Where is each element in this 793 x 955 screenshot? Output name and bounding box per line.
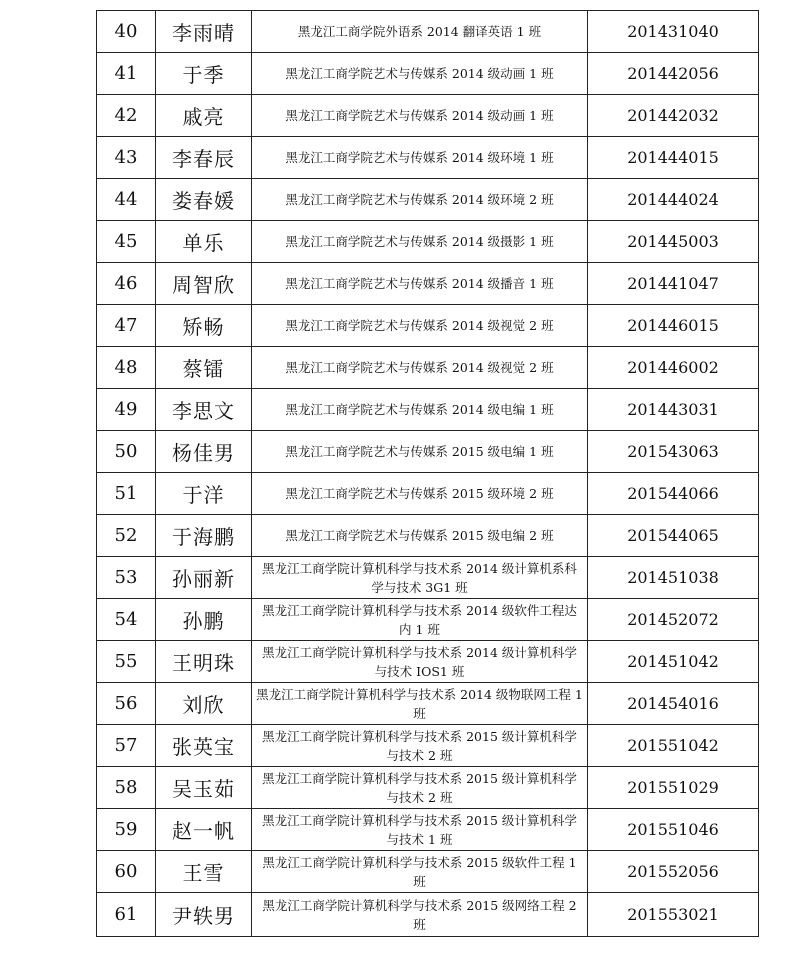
- row-number: 55: [97, 641, 156, 683]
- row-number: 48: [97, 347, 156, 389]
- student-name: 蔡镭: [156, 347, 252, 389]
- student-name: 杨佳男: [156, 431, 252, 473]
- student-class: 黑龙江工商学院艺术与传媒系 2014 级环境 1 班: [252, 137, 588, 179]
- row-number: 43: [97, 137, 156, 179]
- student-name: 王明珠: [156, 641, 252, 683]
- table-row: [97, 851, 759, 893]
- table-row: [97, 53, 759, 95]
- student-id: 201551046: [588, 809, 759, 851]
- table-row: [97, 473, 759, 515]
- student-name: 娄春媛: [156, 179, 252, 221]
- student-id: 201454016: [588, 683, 759, 725]
- student-name: 于洋: [156, 473, 252, 515]
- table-row: [97, 893, 759, 937]
- table-row: [97, 389, 759, 431]
- row-number: 45: [97, 221, 156, 263]
- student-table-page: [96, 10, 758, 937]
- student-class: 黑龙江工商学院计算机科学与技术系 2015 级计算机科学与技术 2 班: [252, 767, 588, 809]
- student-name: 孙鹏: [156, 599, 252, 641]
- table-row: [97, 95, 759, 137]
- table-row: [97, 683, 759, 725]
- student-id: 201544065: [588, 515, 759, 557]
- row-number: 59: [97, 809, 156, 851]
- student-class: 黑龙江工商学院外语系 2014 翻译英语 1 班: [252, 11, 588, 53]
- table-row: [97, 725, 759, 767]
- table-row: [97, 11, 759, 53]
- student-id: 201442056: [588, 53, 759, 95]
- student-name: 于海鹏: [156, 515, 252, 557]
- row-number: 53: [97, 557, 156, 599]
- row-number: 52: [97, 515, 156, 557]
- student-id: 201552056: [588, 851, 759, 893]
- row-number: 41: [97, 53, 156, 95]
- row-number: 42: [97, 95, 156, 137]
- table-row: [97, 599, 759, 641]
- row-number: 46: [97, 263, 156, 305]
- student-name: 尹轶男: [156, 893, 252, 937]
- student-id: 201431040: [588, 11, 759, 53]
- student-name: 戚亮: [156, 95, 252, 137]
- student-id: 201446002: [588, 347, 759, 389]
- student-table: [96, 10, 759, 937]
- table-row: [97, 263, 759, 305]
- student-class: 黑龙江工商学院计算机科学与技术系 2014 级物联网工程 1 班: [252, 683, 588, 725]
- student-class: 黑龙江工商学院艺术与传媒系 2014 级播音 1 班: [252, 263, 588, 305]
- student-class: 黑龙江工商学院计算机科学与技术系 2015 级网络工程 2 班: [252, 893, 588, 937]
- student-id: 201551029: [588, 767, 759, 809]
- student-class: 黑龙江工商学院计算机科学与技术系 2015 级计算机科学与技术 2 班: [252, 725, 588, 767]
- row-number: 60: [97, 851, 156, 893]
- student-name: 单乐: [156, 221, 252, 263]
- student-name: 刘欣: [156, 683, 252, 725]
- student-id: 201444024: [588, 179, 759, 221]
- row-number: 61: [97, 893, 156, 937]
- student-class: 黑龙江工商学院艺术与传媒系 2015 级电编 2 班: [252, 515, 588, 557]
- student-id: 201451038: [588, 557, 759, 599]
- row-number: 51: [97, 473, 156, 515]
- student-id: 201442032: [588, 95, 759, 137]
- student-name: 张英宝: [156, 725, 252, 767]
- table-row: [97, 809, 759, 851]
- student-name: 周智欣: [156, 263, 252, 305]
- row-number: 47: [97, 305, 156, 347]
- student-id: 201544066: [588, 473, 759, 515]
- student-id: 201443031: [588, 389, 759, 431]
- table-row: [97, 179, 759, 221]
- student-id: 201543063: [588, 431, 759, 473]
- student-name: 吴玉茹: [156, 767, 252, 809]
- student-class: 黑龙江工商学院计算机科学与技术系 2014 级软件工程达内 1 班: [252, 599, 588, 641]
- student-class: 黑龙江工商学院艺术与传媒系 2014 级摄影 1 班: [252, 221, 588, 263]
- student-class: 黑龙江工商学院艺术与传媒系 2014 级动画 1 班: [252, 95, 588, 137]
- table-row: [97, 431, 759, 473]
- table-row: [97, 557, 759, 599]
- table-row: [97, 137, 759, 179]
- table-row: [97, 221, 759, 263]
- row-number: 44: [97, 179, 156, 221]
- table-row: [97, 347, 759, 389]
- student-class: 黑龙江工商学院计算机科学与技术系 2014 级计算机系科学与技术 3G1 班: [252, 557, 588, 599]
- student-class: 黑龙江工商学院艺术与传媒系 2014 级电编 1 班: [252, 389, 588, 431]
- row-number: 58: [97, 767, 156, 809]
- student-class: 黑龙江工商学院艺术与传媒系 2015 级环境 2 班: [252, 473, 588, 515]
- student-class: 黑龙江工商学院计算机科学与技术系 2015 级软件工程 1 班: [252, 851, 588, 893]
- student-id: 201444015: [588, 137, 759, 179]
- row-number: 40: [97, 11, 156, 53]
- row-number: 49: [97, 389, 156, 431]
- student-id: 201445003: [588, 221, 759, 263]
- student-id: 201446015: [588, 305, 759, 347]
- row-number: 54: [97, 599, 156, 641]
- student-class: 黑龙江工商学院计算机科学与技术系 2014 级计算机科学与技术 IOS1 班: [252, 641, 588, 683]
- table-row: [97, 305, 759, 347]
- student-id: 201451042: [588, 641, 759, 683]
- student-class: 黑龙江工商学院计算机科学与技术系 2015 级计算机科学与技术 1 班: [252, 809, 588, 851]
- student-name: 赵一帆: [156, 809, 252, 851]
- student-name: 于季: [156, 53, 252, 95]
- table-row: [97, 641, 759, 683]
- student-id: 201452072: [588, 599, 759, 641]
- student-class: 黑龙江工商学院艺术与传媒系 2014 级动画 1 班: [252, 53, 588, 95]
- row-number: 50: [97, 431, 156, 473]
- row-number: 57: [97, 725, 156, 767]
- student-table-body: [97, 11, 759, 937]
- student-name: 李雨晴: [156, 11, 252, 53]
- student-class: 黑龙江工商学院艺术与传媒系 2014 级视觉 2 班: [252, 347, 588, 389]
- table-row: [97, 767, 759, 809]
- student-class: 黑龙江工商学院艺术与传媒系 2014 级环境 2 班: [252, 179, 588, 221]
- student-name: 王雪: [156, 851, 252, 893]
- student-id: 201441047: [588, 263, 759, 305]
- student-name: 李春辰: [156, 137, 252, 179]
- student-class: 黑龙江工商学院艺术与传媒系 2014 级视觉 2 班: [252, 305, 588, 347]
- student-name: 矫畅: [156, 305, 252, 347]
- student-class: 黑龙江工商学院艺术与传媒系 2015 级电编 1 班: [252, 431, 588, 473]
- student-name: 孙丽新: [156, 557, 252, 599]
- row-number: 56: [97, 683, 156, 725]
- student-id: 201551042: [588, 725, 759, 767]
- student-name: 李思文: [156, 389, 252, 431]
- student-id: 201553021: [588, 893, 759, 937]
- table-row: [97, 515, 759, 557]
